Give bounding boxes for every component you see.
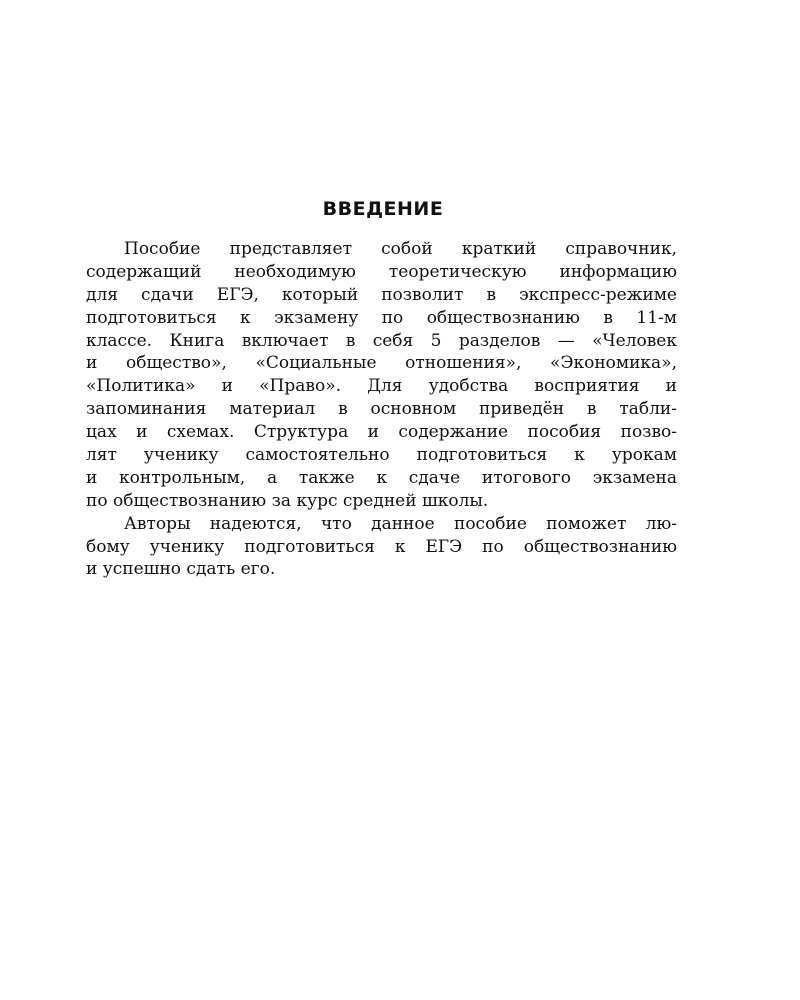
text-line: подготовиться к экзамену по обществознанию в 11-м	[86, 307, 677, 328]
text-line: лят ученику самостоятельно подготовиться к урокам	[86, 445, 677, 466]
text-line: содержащий необходимую теоретическую информацию	[86, 261, 677, 282]
text-line: «Политика» и «Право». Для удобства восприятия и	[86, 376, 677, 397]
text-line: Пособие представляет собой краткий справочник,	[124, 239, 677, 259]
text-line: по обществознанию за курс средней школы.	[86, 490, 489, 511]
paragraph-1	[86, 238, 677, 513]
text-line: цах и схемах. Структура и содержание пособия позво-	[86, 422, 677, 443]
text-line: и контрольным, а также к сдаче итогового экзамена	[86, 467, 677, 488]
text-line: классе. Книга включает в себя 5 разделов — «Человек	[86, 330, 677, 351]
paragraph-2	[86, 513, 677, 582]
text-line: запоминания материал в основном приведён в табли-	[86, 399, 677, 420]
body-text	[86, 238, 677, 581]
page-title: ВВЕДЕНИЕ	[322, 198, 444, 220]
text-line: для сдачи ЕГЭ, который позволит в экспресс-режиме	[86, 284, 677, 305]
text-line: и общество», «Социальные отношения», «Экономика»,	[86, 353, 677, 374]
text-line: Авторы надеются, что данное пособие поможет лю-	[124, 513, 677, 534]
text-line: и успешно сдать его.	[86, 559, 276, 580]
text-line: бому ученику подготовиться к ЕГЭ по обществознанию	[86, 536, 677, 557]
